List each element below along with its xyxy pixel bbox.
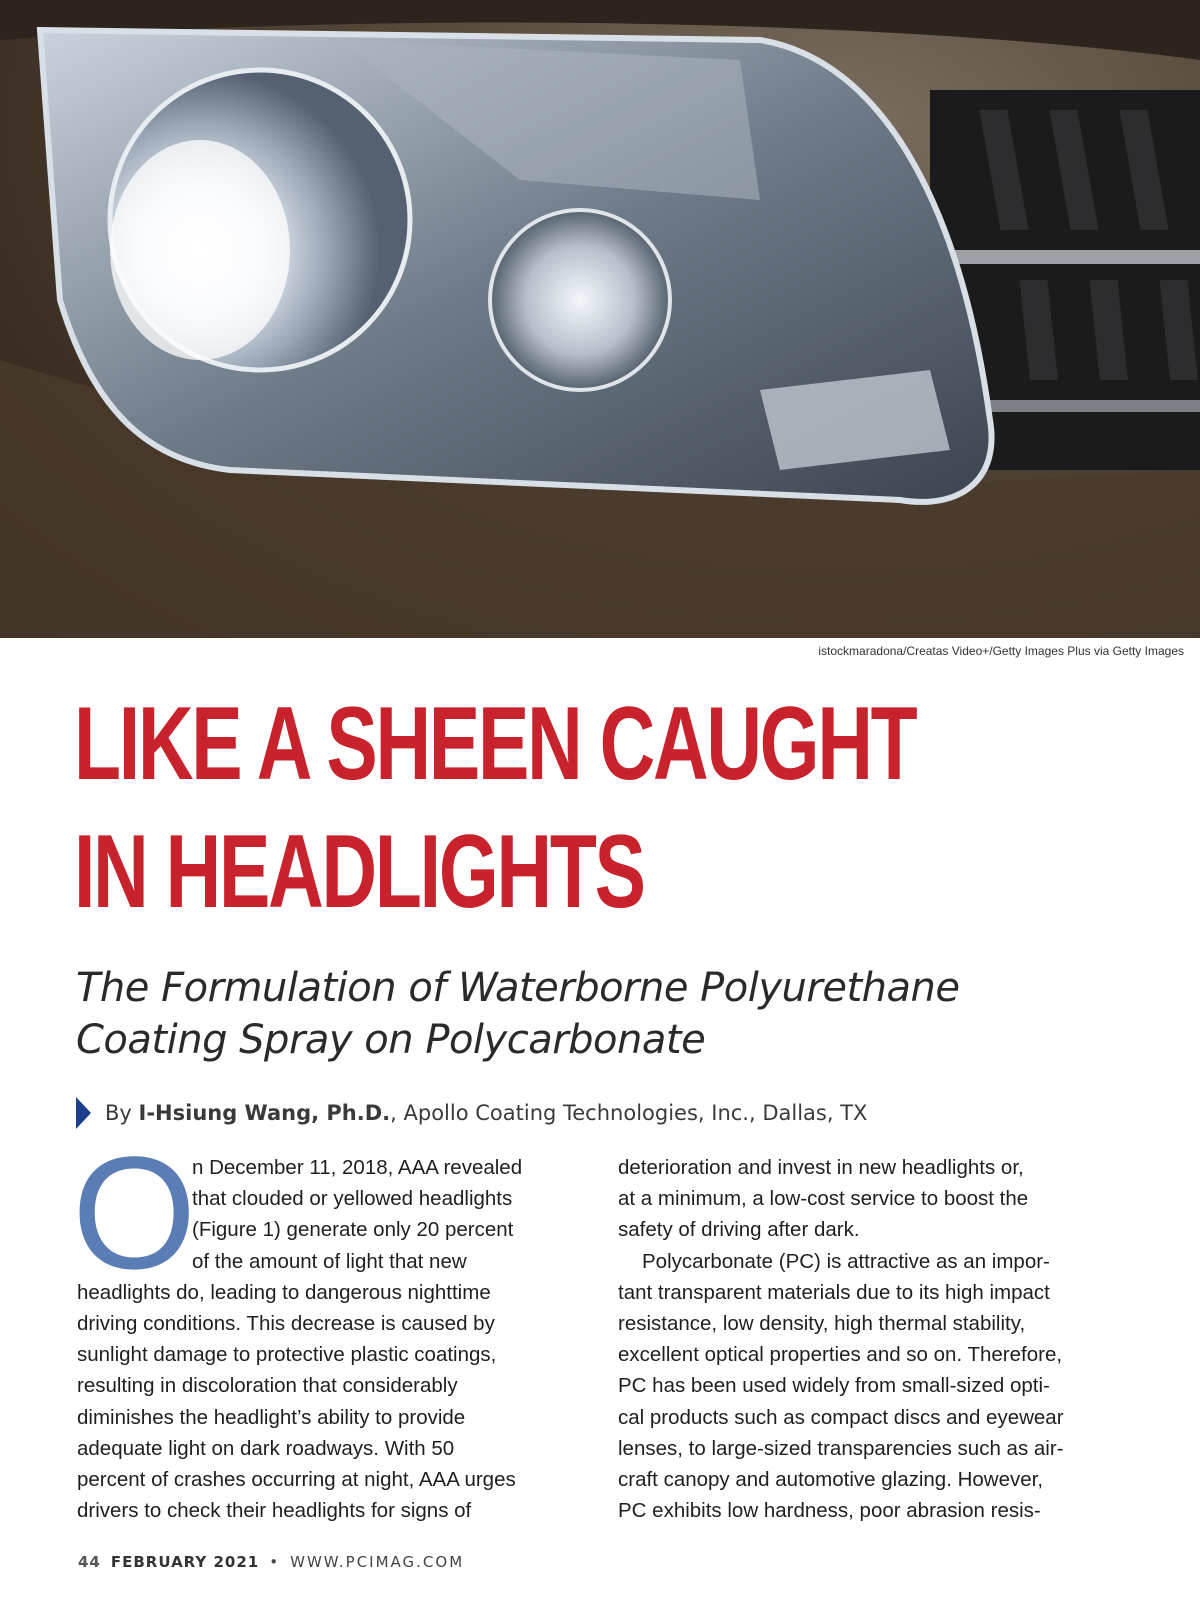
body-line: driving conditions. This decrease is caused by (77, 1312, 495, 1336)
body-line: sunlight damage to protective plastic coatings, (77, 1343, 497, 1367)
headlight-illustration (0, 0, 1200, 638)
body-column-2 (618, 1152, 1118, 1526)
subtitle-line-2: Coating Spray on Polycarbonate (76, 1017, 706, 1063)
website-url: WWW.PCIMAG.COM (290, 1553, 465, 1571)
subtitle-line-1: The Formulation of Waterborne Polyurethane (76, 965, 960, 1011)
hero-photo (0, 0, 1200, 638)
body-line: lenses, to large-sized transparencies such as air- (618, 1436, 1064, 1460)
headlight-housing (40, 30, 992, 502)
drop-cap-letter: O (72, 1123, 197, 1302)
body-line: headlights do, leading to dangerous nighttime (77, 1280, 491, 1304)
byline-prefix: By (105, 1101, 139, 1125)
body-line: resistance, low density, high thermal stability, (618, 1312, 1026, 1336)
headline-line-1: LIKE A SHEEN CAUGHT (74, 686, 916, 802)
body-line: at a minimum, a low-cost service to boost the (618, 1187, 1029, 1211)
body-line: PC exhibits low hardness, poor abrasion resis- (618, 1499, 1041, 1523)
page-footer (78, 1553, 464, 1571)
subtitle (76, 962, 1156, 1066)
body-line: safety of driving after dark. (618, 1218, 860, 1242)
body-line: that clouded or yellowed headlights (192, 1187, 513, 1211)
body-line: tant transparent materials due to its high impact (618, 1280, 1050, 1304)
body-line: craft canopy and automotive glazing. However, (618, 1468, 1044, 1492)
body-line: n December 11, 2018, AAA revealed (192, 1156, 523, 1179)
author-name: I-Hsiung Wang, Ph.D. (138, 1101, 391, 1125)
body-line: cal products such as compact discs and eyewear (618, 1405, 1064, 1429)
headline-line-2: IN HEADLIGHTS (74, 814, 644, 930)
page-number: 44 (78, 1553, 101, 1571)
body-line: resulting in discoloration that considerably (77, 1374, 458, 1398)
body-line: PC has been used widely from small-sized opti- (618, 1374, 1050, 1398)
body-line: drivers to check their headlights for signs of (77, 1499, 472, 1523)
body-line: (Figure 1) generate only 20 percent (192, 1218, 514, 1242)
body-line: deterioration and invest in new headlights or, (618, 1156, 1024, 1179)
issue-date: FEBRUARY 2021 (110, 1553, 260, 1571)
headline (74, 680, 916, 936)
body-line: diminishes the headlight’s ability to provide (77, 1405, 466, 1429)
body-line: excellent optical properties and so on. Therefore, (618, 1343, 1063, 1367)
body-line: adequate light on dark roadways. With 50 (77, 1436, 455, 1460)
author-affiliation: , Apollo Coating Technologies, Inc., Dallas, TX (390, 1101, 868, 1125)
body-line: of the amount of light that new (192, 1249, 467, 1273)
body-column-1 (77, 1152, 577, 1526)
photo-credit: istockmaradona/Creatas Video+/Getty Images Plus via Getty Images (818, 644, 1184, 658)
footer-separator: • (269, 1553, 281, 1571)
body-line: Polycarbonate (PC) is attractive as an impor- (642, 1249, 1050, 1273)
body-line: percent of crashes occurring at night, AAA urges (77, 1468, 516, 1492)
